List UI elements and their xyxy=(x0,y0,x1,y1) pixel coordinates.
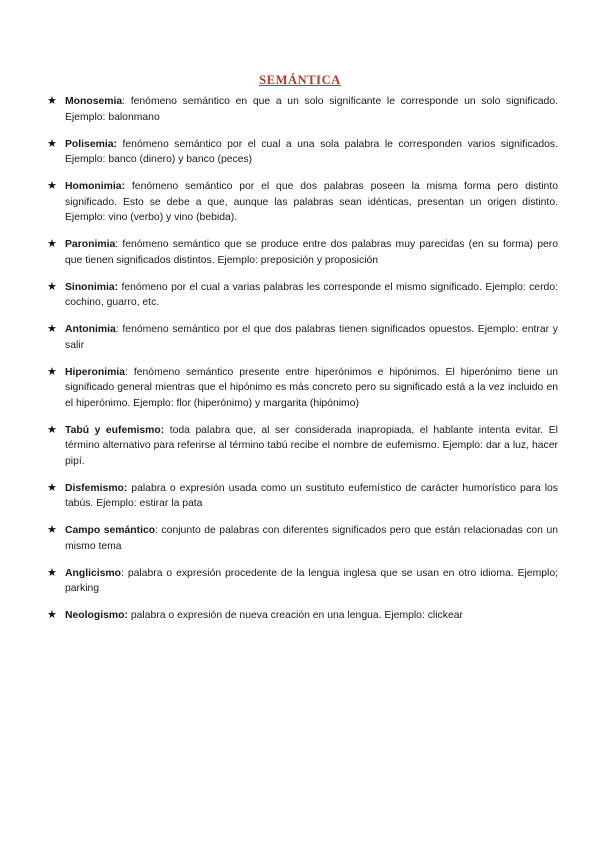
term-separator: : xyxy=(115,239,119,250)
definition-text: fenómeno semántico en que a un solo significante le corresponde un solo significado. Ejemplo: balonmano xyxy=(65,96,558,123)
star-bullet-icon: ★ xyxy=(47,280,57,293)
definition-text: fenómeno semántico presente entre hiperónimos e hipónimos. El hiperónimo tiene un significado general mientras que el hipónimo es más concreto pero su significado está a la vez incluido en el hiperónimo. Ejemplo: flor (hiperónimo) y margarita (hipónimo) xyxy=(65,366,558,409)
term-label: Campo semántico xyxy=(65,525,156,536)
term-separator: : xyxy=(121,567,124,579)
definition-text: fenómeno semántico por el que dos palabras poseen la misma forma pero distinto significado. Esto se debe a que, aunque las palabras sean idénticas, presentan un origen distinto. Ejemplo: vino (verbo) y vino (bebida). xyxy=(65,181,558,223)
term-label: Homonimia: xyxy=(65,181,126,192)
term-label: Antonimia xyxy=(65,324,116,335)
term-label: Paronimia xyxy=(65,239,116,250)
definition-text: palabra o expresión procedente de la lengua inglesa que se usan en otro idioma. Ejemplo; parking xyxy=(65,567,558,594)
list-item xyxy=(46,280,558,311)
list-item xyxy=(46,566,558,597)
star-bullet-icon: ★ xyxy=(47,481,57,494)
definition-text: conjunto de palabras con diferentes significados pero que están relacionadas con un mismo tema xyxy=(65,525,558,552)
definition-text: fenómeno semántico por el que dos palabras tienen significados opuestos. Ejemplo: entrar y salir xyxy=(65,324,558,351)
star-bullet-icon: ★ xyxy=(47,95,57,107)
term-separator: : xyxy=(122,96,126,107)
star-bullet-icon: ★ xyxy=(47,137,57,150)
term-label: Tabú y eufemismo: xyxy=(65,424,165,436)
definition-text: fenómeno semántico por el cual a una sola palabra le corresponden varios significados. Ejemplo: banco (dinero) y banco (peces) xyxy=(65,138,558,165)
list-item xyxy=(46,365,558,412)
list-item xyxy=(46,423,558,470)
term-label: Monosemia xyxy=(65,96,123,107)
star-bullet-icon: ★ xyxy=(47,238,57,250)
star-bullet-icon: ★ xyxy=(47,365,57,378)
list-item xyxy=(46,94,558,125)
term-separator: : xyxy=(115,324,119,335)
term-label: Hiperonimia xyxy=(65,366,126,378)
definition-text: toda palabra que, al ser considerada inapropiada, el hablante intenta evitar. El término alternativo para referirse al término tabú recibe el nombre de eufemismo. Ejemplo: dar a luz, hacer pipí. xyxy=(65,424,558,467)
list-item xyxy=(46,137,558,168)
term-label: Sinonimia: xyxy=(65,281,119,293)
list-item xyxy=(46,237,558,268)
star-bullet-icon: ★ xyxy=(47,609,57,621)
term-label: Neologismo: xyxy=(65,610,128,621)
definition-text: fenómeno por el cual a varias palabras les corresponde el mismo significado. Ejemplo: cerdo: cochino, guarro, etc. xyxy=(65,281,558,308)
term-separator: : xyxy=(155,525,158,536)
term-label: Polisemia: xyxy=(65,138,117,150)
list-item xyxy=(46,322,558,353)
list-item xyxy=(46,523,558,554)
definition-text: palabra o expresión usada como un sustituto eufemístico de carácter humorístico para los tabús. Ejemplo: estirar la pata xyxy=(65,482,558,509)
definition-list xyxy=(46,94,558,635)
page-title: SEMÁNTICA xyxy=(259,73,341,87)
term-label: Anglicismo xyxy=(65,567,122,579)
star-bullet-icon: ★ xyxy=(47,423,57,436)
list-item xyxy=(46,179,558,226)
list-item xyxy=(46,608,558,624)
list-item xyxy=(46,481,558,512)
star-bullet-icon: ★ xyxy=(47,323,57,335)
definition-text: palabra o expresión de nueva creación en una lengua. Ejemplo: clickear xyxy=(127,610,463,621)
star-bullet-icon: ★ xyxy=(47,524,57,536)
star-bullet-icon: ★ xyxy=(47,180,57,192)
term-separator: : xyxy=(125,366,128,378)
definition-text: fenómeno semántico que se produce entre dos palabras muy parecidas (en su forma) pero que tienen significados distintos. Ejemplo: preposición y proposición xyxy=(65,239,558,266)
term-label: Disfemismo: xyxy=(65,482,128,494)
star-bullet-icon: ★ xyxy=(47,566,57,579)
